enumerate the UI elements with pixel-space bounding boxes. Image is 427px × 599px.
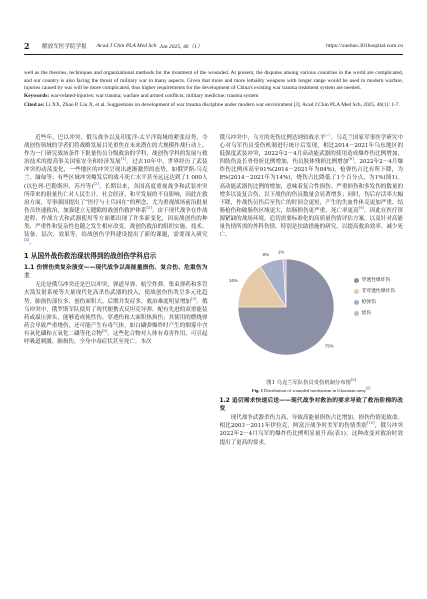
legend-label-1: 非穿透性爆炸伤 bbox=[361, 289, 396, 295]
intro-paragraph: 近些年，巴以冲突、俄乌战争以及印度洋-太平洋海域的紧张局势，令战创伤领域的学者们将战略发展目光重焦在未来潜在的大规模作战行动上。作为一门研究战场条件下批量伤员分级救治的学科，战创伤学科的发展与救治技术的提高事关国家安全和经济发展[1]。过去10年中，世界经历了武装冲突的动荡变化，一些地区的冲突呈现出逐渐激烈的态势，如俄罗斯-乌克兰、缅甸等；有些区域冲突爆发后的战斗死亡水平甚至远远达到了1 000人(以色列-巴勒斯坦、苏丹等)[2]。长期以来，各国高度重视战争和武装冲突所带来的批量伤亡对人民生计、社会经济、和平发展的不良影响，因此在救治方面，军事强国提出了“医疗与士兵同在”的理念，尤为重视战场前沿批量伤员快速救治，加强建立无缝隙的战创伤救护体系[3]。由于现代战争在作战进程、作战方式和武器使用等方面都出现了许多新变化，因而战创伤的种类、严重性和复杂性也随之发生相应改变。战创伤救治的组织实施、技术、装备、层次、效果等，给战创伤学科建设提出了新的课题，需要深入研究[4]。 bbox=[24, 135, 208, 247]
ref-5[interactable]: [5] bbox=[190, 295, 197, 301]
section-heading-1: 1 从国外战伤救治现状得到的战创伤学科启示 bbox=[24, 252, 157, 261]
legend-label-3: 烧伤 bbox=[361, 311, 372, 317]
header-rule bbox=[24, 54, 403, 55]
figure-caption-en: Fig. 1 Distribution of wounded mechanism in Ukrainian army[8] bbox=[251, 386, 371, 394]
legend-item-1 bbox=[354, 286, 396, 297]
keywords-line bbox=[24, 93, 403, 101]
body-columns bbox=[24, 134, 403, 584]
journal-issue: Jan 2025, 46（1） bbox=[159, 44, 203, 50]
legend-item-2 bbox=[354, 297, 396, 308]
ref-9[interactable]: [9] bbox=[358, 205, 365, 210]
ref-3[interactable]: [3] bbox=[146, 205, 152, 210]
figure-caption-cn: 图1 乌克兰军队伤员受伤机制分布图[8] bbox=[266, 377, 357, 387]
journal-name-en: Acad J Chin PLA Med Sch bbox=[96, 43, 157, 49]
ref-8[interactable]: [8] bbox=[348, 156, 354, 162]
pie-legend bbox=[354, 275, 396, 319]
ref-6[interactable]: [6] bbox=[101, 328, 108, 334]
legend-swatch-2 bbox=[354, 300, 359, 305]
subsection-heading-1-2: 1.2 追切需求快速后送——现代战争对救治的要求导致了救治阶梯的改变 bbox=[219, 398, 403, 413]
pie-label-3: 1% bbox=[277, 249, 284, 255]
legend-swatch-3 bbox=[354, 311, 359, 316]
citation-text: Li XX, Zhao P, Liu X, et al. Suggestions on development of war trauma discipline under modern war environment [J]. Acad J Chin PLA Med Sch, 2025, 46(1): 1-7. bbox=[44, 101, 400, 108]
paragraph-1-2: 现代战争武器杀伤力高，导致高能量损伤占比增加，损伤伤情更致命。相比2003－2011年伊拉克、阿富汗战争时美军的伤情类别[10]，俄乌冲突2022年2－4月乌军的爆炸伤比例明显量升高(表1)。这种改变对救治时效提出了更高的要求。 bbox=[219, 415, 403, 446]
figure-1 bbox=[220, 245, 404, 377]
pie-label-2: 8% bbox=[262, 252, 269, 258]
citation-line bbox=[24, 102, 403, 110]
legend-item-0 bbox=[354, 275, 396, 286]
legend-swatch-0 bbox=[354, 278, 359, 283]
legend-label-2: 枪弹伤 bbox=[361, 300, 376, 306]
keywords-label: Keywords: bbox=[24, 93, 50, 100]
journal-name-cn: 解放军医学院学报 bbox=[42, 44, 87, 50]
pie-label-1: 16% bbox=[228, 278, 238, 284]
ref-7[interactable]: [7] bbox=[325, 134, 331, 138]
page-number: 2 bbox=[24, 41, 30, 51]
keywords-text: war-related-injuries; war trauma; warfare and armed conflicts; military medicine; trauma system bbox=[49, 93, 259, 100]
legend-swatch-1 bbox=[354, 289, 359, 294]
citation-label: Cited as: bbox=[24, 101, 45, 108]
right-column bbox=[220, 134, 404, 584]
english-abstract bbox=[24, 70, 403, 110]
left-column bbox=[24, 134, 208, 584]
ref-2[interactable]: [2] bbox=[93, 180, 99, 186]
legend-label-0: 穿透性爆炸伤 bbox=[361, 278, 391, 284]
paragraph-1-1: 无论是俄乌冲突还是巴以冲突，弹道导弹、航空炸弹、集束弹药和多管火箭发射系统等大量现代化高杀伤武器的投入，使战创伤伤类呈多元化趋势，肺损伤部位多、创伤面积大、后期并发症多，救治难度明显增加[5]。俄乌冲突中，俄罗斯军队使用了现代便携式反坦克导弹、配有先进的双重能装药或温压弹头，能够造成钝性伤、穿透伤和大面积热损伤；其使用的燃烧弹药会导致严重烧伤，还可能产生有毒气体，如白磷弹爆炸时产生的烟雾中含有氧化磷和五氧化二磷等化合物[6]。这些化合物对人体有毒害作用，可引起呼吸道刺激、肺损伤、全身中毒症状甚至死亡。本次 bbox=[24, 282, 208, 345]
page-header bbox=[24, 40, 403, 52]
subsection-heading-1-1: 1.1 伤情伤类复杂演变——现代战争以高能量损伤、复合伤、危重伤为主 bbox=[24, 265, 208, 280]
ref-1[interactable]: [1] bbox=[120, 156, 127, 162]
journal-url[interactable]: https://xuebao.301hospital.com.cn bbox=[326, 43, 403, 49]
ref-10[interactable]: [10] bbox=[366, 420, 375, 426]
pie-label-0: 75% bbox=[324, 343, 334, 349]
legend-item-3 bbox=[354, 308, 396, 319]
abstract-continuation: well as the theories, techniques and organizational methods for the treatment of the wounded. At present, the disputes among various countries in the world are complicated, and our country is also facing the threat of military war in many aspects. Given that more and more lethality weapons with longer range would be used in modern warfare, injuries caused by war will be more complicated, thus higher requirements for the development of China's existing war trauma treatment system are needed. bbox=[24, 70, 403, 92]
ref-4[interactable]: [4] bbox=[24, 237, 30, 243]
paragraph-continued: 俄乌冲突中，乌方的死伤比例达到较战水平[7]。乌克兰国家军事医学研究中心对乌军伤员受伤机制进行统计后发现，相比2014－2021年乌东地区的低强度武装冲突，2022年2－4月高动能武器的使用造成爆炸伤比例增加，四肢伤及长骨骨折比例增加，伤员肢体残损比例增加[8]。2022年2－4月爆炸伤比例再高至91%(2014－2021年为84%)，枪弹伤占比有所下降，为8%(2014－2021年为14%)，烧伤占比降低了1个百分点，为1%(图1)。高动能武器伤比例的增加，意味着复合性损伤、严重损伤和多发伤的数量的增多以及复合伤，以下战伤的伤员数量会显著增多；同时，伤后存活率大幅下降，作战伤员伤后至伤亡的时间会更短，产生的失血性休克更加严重、结肠枪伤和破肠伤区域更大，结肠损伤更严重、死亡率更高[9]。因此在医疗资源紧缺的战场环境，追切需要标准化的高质量伤情评估方案，以及针对高能量伤情所需的外科伤情、特别是扶助措施的研究，以提高救治效率、减少死亡。 bbox=[219, 134, 403, 239]
